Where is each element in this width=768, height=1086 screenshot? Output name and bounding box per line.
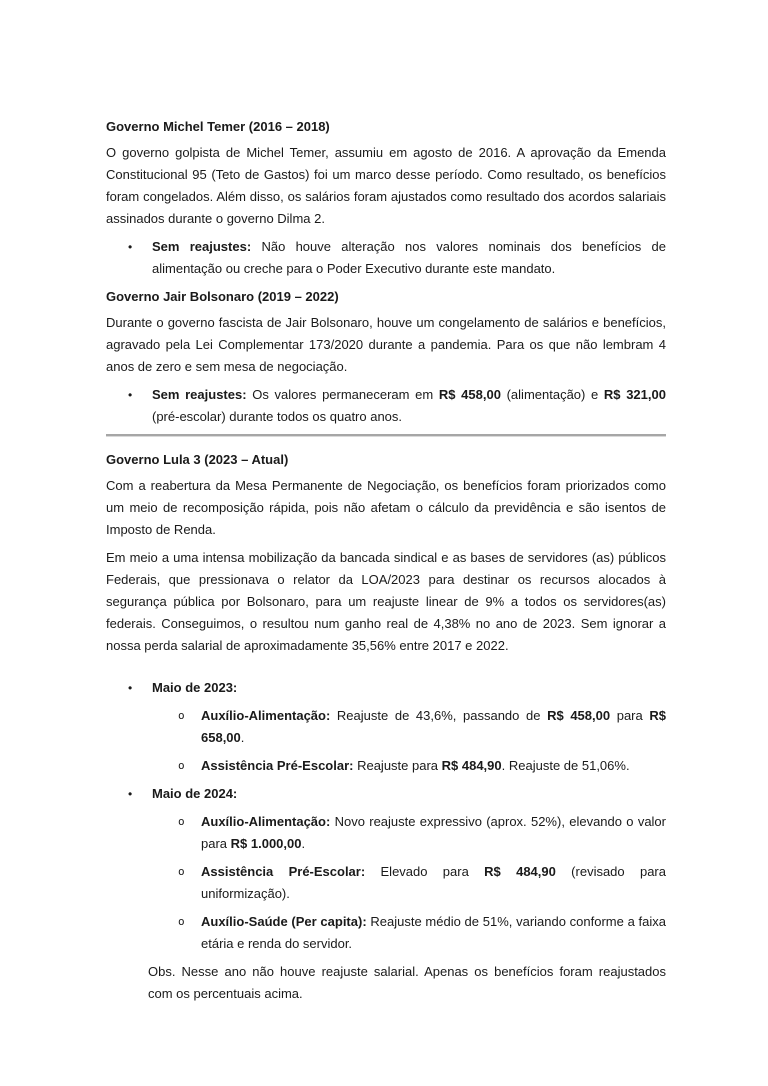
run-bold-value: R$ 458,00 [438, 387, 501, 402]
content-column [106, 116, 666, 1011]
bullet-sem-reajustes-bolsonaro [106, 384, 666, 428]
bullet-text [152, 236, 666, 280]
observation-note: Obs. Nesse ano não houve reajuste salarial. Apenas os benefícios foram reajustados com os percentuais acima. [148, 964, 666, 1001]
subbullet-2023-auxilio-alimentacao [106, 705, 666, 749]
run-text: Reajuste médio de 51%, variando conforme a faixa etária e renda do servidor. [201, 914, 667, 951]
bullet-text [152, 384, 666, 428]
run-bold-value: R$ 458,00 [547, 708, 611, 723]
run-bold-value: R$ 1.000,00 [230, 836, 302, 851]
run-bold-label: Sem reajustes: [152, 239, 252, 254]
bullet-text [201, 705, 666, 749]
subbullet-2024-auxilio-saude [106, 911, 666, 955]
run-text: Não houve alteração nos valores nominais dos benefícios de alimentação ou creche para o Poder Executivo durante este mandato. [152, 239, 667, 276]
run-text: Novo reajuste expressivo (aprox. 52%), elevando o valor para [201, 814, 666, 851]
bullet-icon: • [128, 681, 133, 695]
bullet-text [201, 911, 666, 955]
bullet-maio-2024 [106, 783, 666, 805]
subbullet-2024-auxilio-alimentacao [106, 811, 666, 855]
bullet-text [152, 783, 666, 805]
subbullet-2023-assistencia-pre-escolar [106, 755, 666, 777]
heading-governo-lula: Governo Lula 3 (2023 – Atual) [106, 452, 289, 467]
run-text: Elevado para [365, 864, 485, 879]
bullet-text [201, 861, 666, 905]
paragraph-governo-bolsonaro: Durante o governo fascista de Jair Bolsonaro, houve um congelamento de salários e benefícios, agravado pela Lei Complementar 173/2020 durante a pandemia. Para os que não lembram 4 anos de zero e sem mesa de negociação. [106, 315, 666, 374]
run-text: Os valores permaneceram em [246, 387, 439, 402]
run-text: (pré-escolar) durante todos os quatro anos. [152, 409, 403, 424]
circle-bullet-icon: o [178, 759, 185, 772]
run-text: Reajuste de 43,6%, passando de [330, 708, 548, 723]
subbullet-2024-assistencia-pre-escolar [106, 861, 666, 905]
bullet-icon: • [128, 787, 133, 801]
run-text: (alimentação) e [500, 387, 604, 402]
bullet-maio-2023 [106, 677, 666, 699]
run-bold-label: Assistência Pré-Escolar: [201, 758, 354, 773]
paragraph-governo-temer: O governo golpista de Michel Temer, assumiu em agosto de 2016. A aprovação da Emenda Constitucional 95 (Teto de Gastos) foi um marco desse período. Como resultado, os benefícios foram congelados. Além disso, os salários foram ajustados como resultado dos acordos salariais assinados durante o governo Dilma 2. [106, 145, 666, 226]
run-bold-value: R$ 484,90 [484, 864, 556, 879]
run-text: . [301, 836, 306, 851]
heading-governo-temer: Governo Michel Temer (2016 – 2018) [106, 119, 330, 134]
run-text: (revisado para uniformização). [201, 864, 666, 901]
paragraph-lula-1: Com a reabertura da Mesa Permanente de Negociação, os benefícios foram priorizados como um meio de recomposição rápida, pois não afetam o cálculo da previdência e são isentos de Imposto de Renda. [106, 478, 666, 537]
bullet-text [152, 677, 666, 699]
circle-bullet-icon: o [178, 865, 185, 878]
bullet-icon: • [128, 388, 133, 402]
run-bold-label: Auxílio-Saúde (Per capita): [201, 914, 367, 929]
run-bold-value: R$ 321,00 [603, 387, 666, 402]
run-text: Reajuste para [353, 758, 442, 773]
circle-bullet-icon: o [178, 915, 185, 928]
paragraph-lula-2: Em meio a uma intensa mobilização da bancada sindical e as bases de servidores (as) públicos Federais, que pressionava o relator da LOA/2023 para destinar os recursos alocados à segurança pública por Bolsonaro, para um reajuste linear de 9% a todos os servidores(as) federais. Conseguimos, o resultou num ganho real de 4,38% no ano de 2023. Sem ignorar a nossa perda salarial de aproximadamente 35,56% entre 2017 e 2022. [106, 550, 666, 653]
bullet-icon: • [128, 240, 133, 254]
circle-bullet-icon: o [178, 709, 185, 722]
heading-governo-bolsonaro: Governo Jair Bolsonaro (2019 – 2022) [106, 289, 339, 304]
run-text: . Reajuste de 51,06%. [501, 758, 630, 773]
run-bold-label: Maio de 2023: [152, 680, 238, 695]
run-bold-label: Sem reajustes: [152, 387, 247, 402]
run-bold-label: Auxílio-Alimentação: [201, 814, 331, 829]
bullet-sem-reajustes-temer [106, 236, 666, 280]
bullet-text [201, 811, 666, 855]
run-bold-value: R$ 484,90 [441, 758, 502, 773]
run-bold-label: Assistência Pré-Escolar: [201, 864, 366, 879]
circle-bullet-icon: o [178, 815, 185, 828]
run-text: . [240, 730, 245, 745]
bullet-text [201, 755, 666, 777]
horizontal-rule [106, 434, 666, 437]
run-text: para [610, 708, 650, 723]
run-bold-value: R$ 658,00 [201, 708, 666, 745]
run-bold-label: Auxílio-Alimentação: [201, 708, 331, 723]
run-bold-label: Maio de 2024: [152, 786, 238, 801]
